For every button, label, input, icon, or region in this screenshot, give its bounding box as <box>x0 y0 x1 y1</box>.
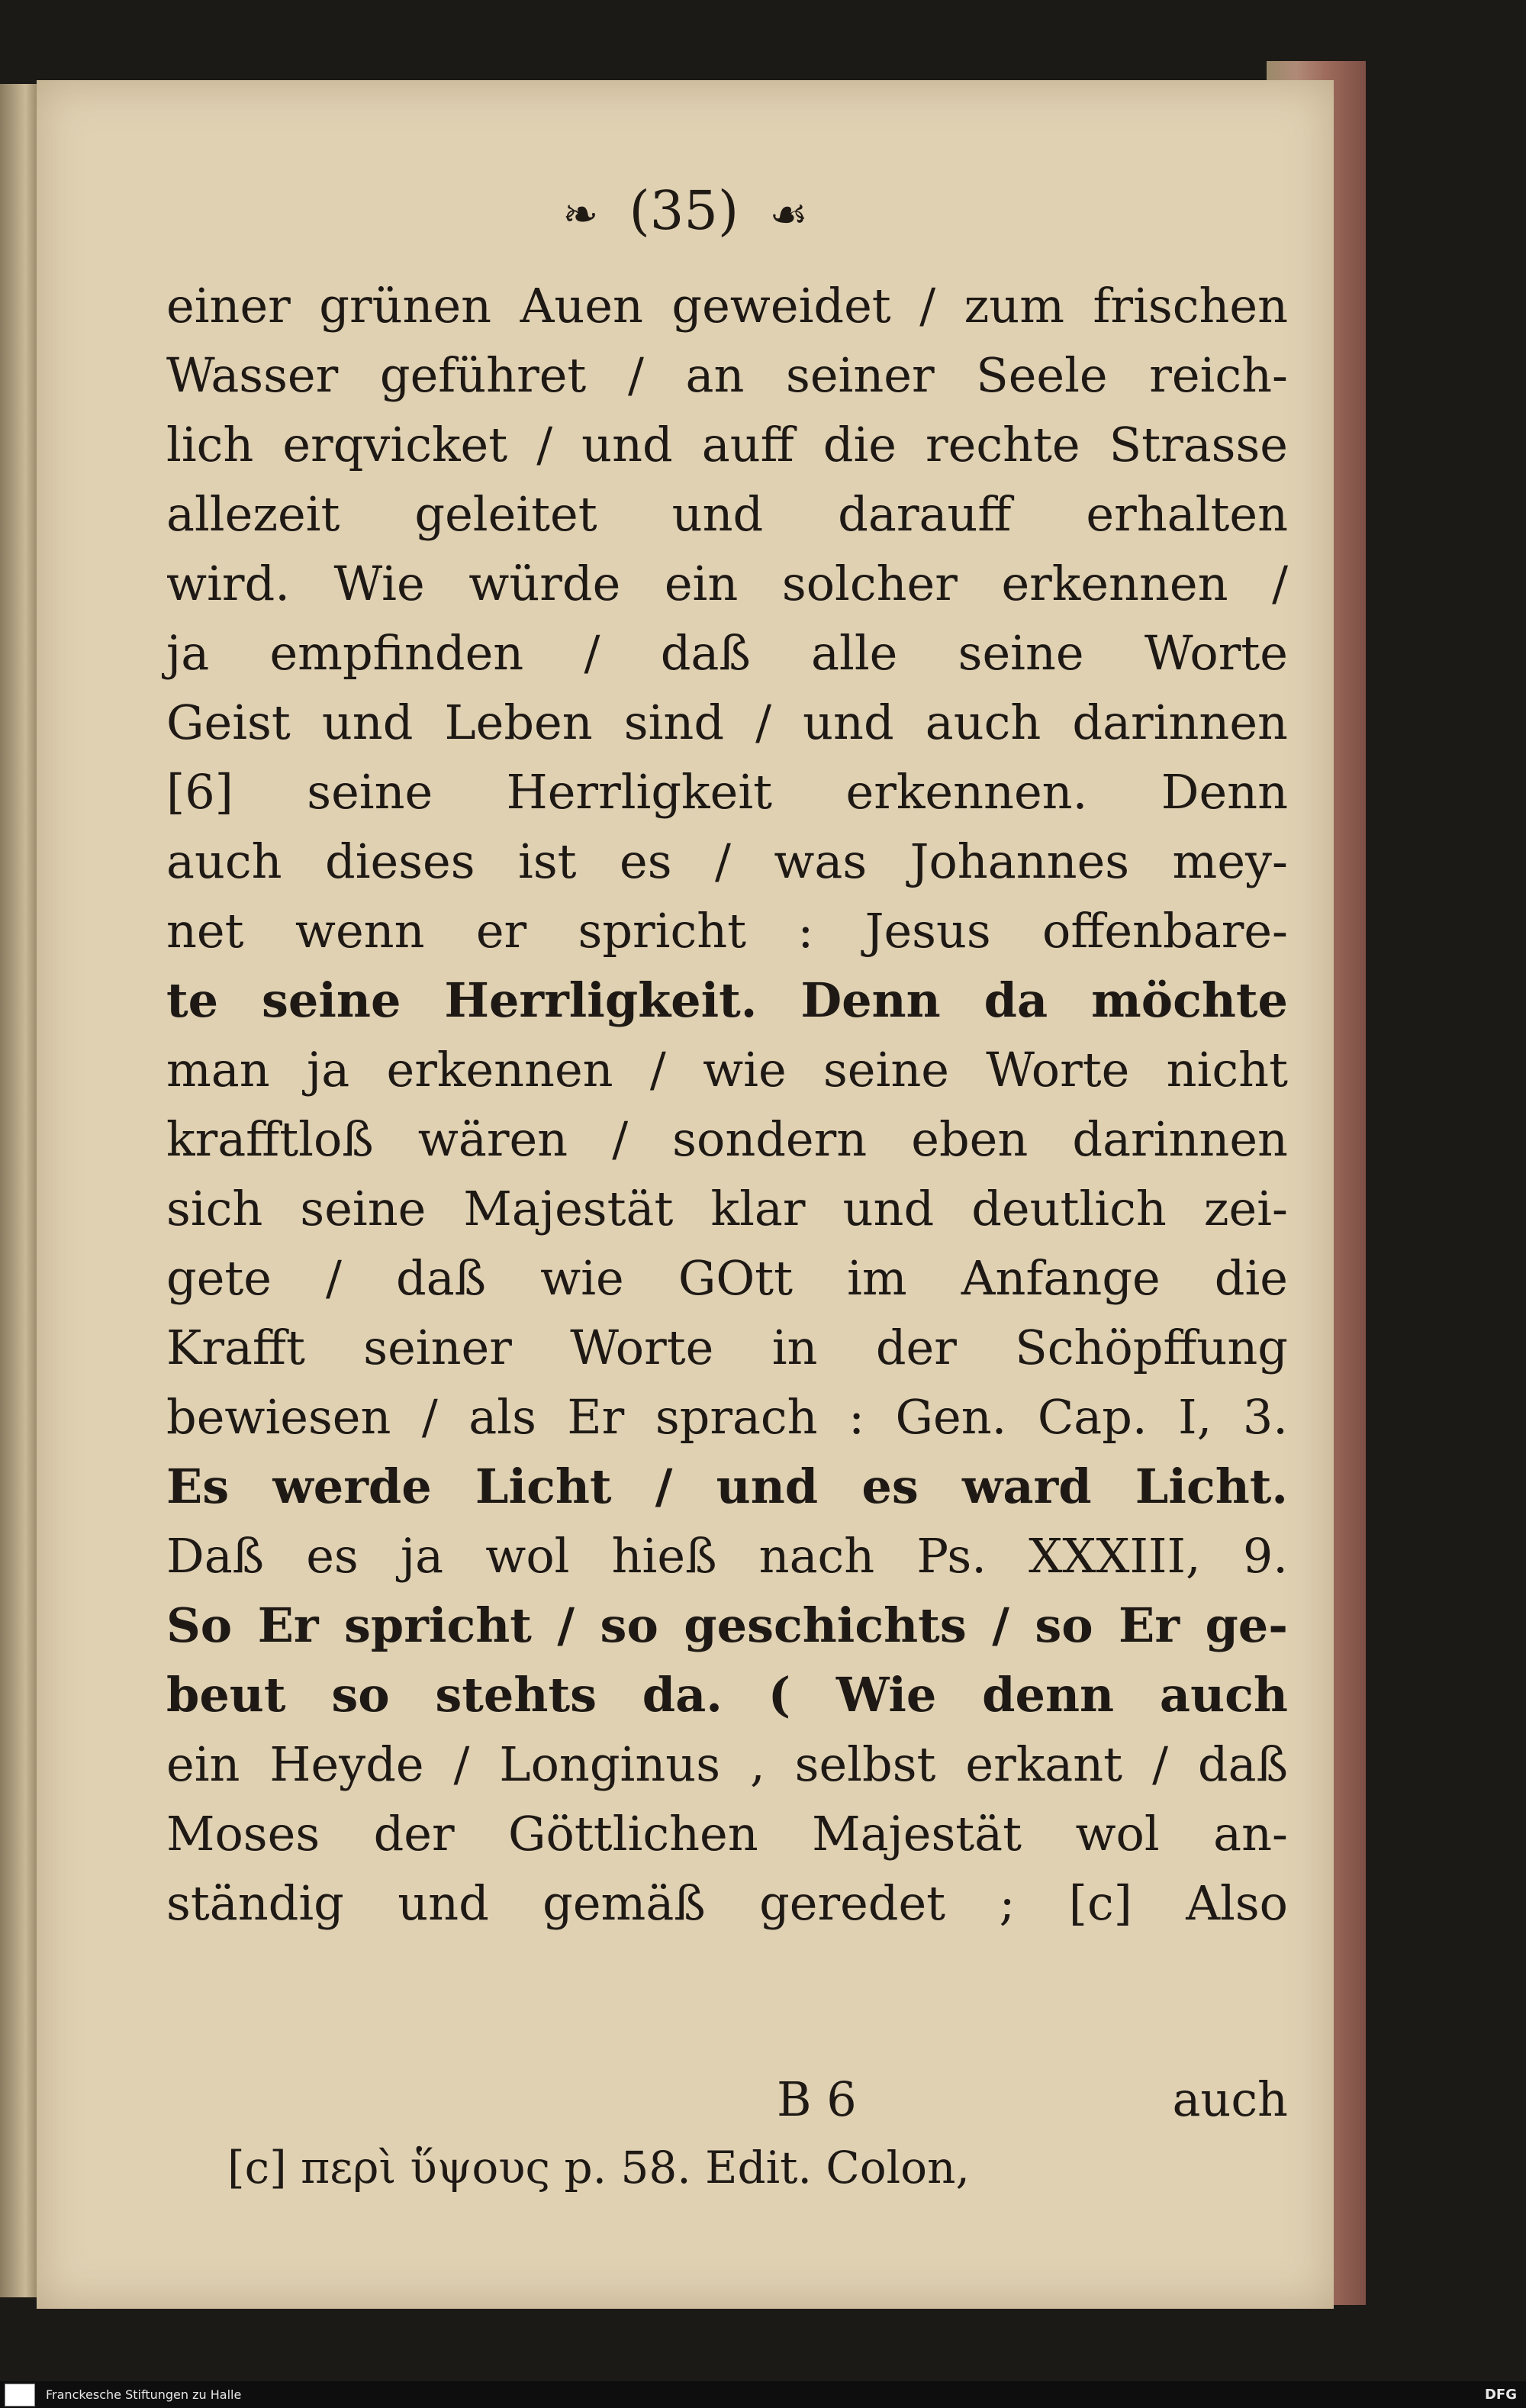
text-line: gete / daß wie GOtt im Anfange die <box>166 1250 1288 1306</box>
text-line: ein Heyde / Longinus , selbst erkant / daß <box>166 1736 1288 1792</box>
text-line: Daß es ja wol hieß nach Ps. XXXIII, 9. <box>166 1528 1288 1584</box>
text-line: Krafft seiner Worte in der Schöpffung <box>166 1320 1288 1375</box>
institution-logo-icon <box>5 2384 35 2406</box>
text-line: Moses der Göttlichen Majestät wol an- <box>166 1806 1288 1862</box>
text-line: sich seine Majestät klar und deutlich zei- <box>166 1181 1288 1236</box>
text-line: Wasser geführet / an seiner Seele reich- <box>166 347 1288 403</box>
ornament-left-icon: ❧ <box>562 190 599 240</box>
text-line: So Er spricht / so geschichts / so Er ge- <box>166 1597 1288 1653</box>
page-header <box>37 179 1334 242</box>
page-number: (35) <box>629 179 739 242</box>
signature-mark: B 6 <box>777 2071 857 2127</box>
text-line: Geist und Leben sind / und auch darinnen <box>166 695 1288 750</box>
text-line: allezeit geleitet und darauff erhalten <box>166 486 1288 542</box>
text-line: auch dieses ist es / was Johannes mey- <box>166 833 1288 889</box>
book-page <box>37 80 1334 2309</box>
text-line: Es werde Licht / und es ward Licht. <box>166 1459 1288 1514</box>
text-line: einer grünen Auen geweidet / zum frischen <box>166 278 1288 334</box>
text-line: man ja erkennen / wie seine Worte nicht <box>166 1042 1288 1098</box>
text-line: bewiesen / als Er sprach : Gen. Cap. I, 3. <box>166 1389 1288 1445</box>
text-line: lich erqvicket / und auff die rechte Strasse <box>166 417 1288 472</box>
text-line: te seine Herrligkeit. Denn da möchte <box>166 972 1288 1028</box>
catchword: auch <box>1172 2071 1288 2127</box>
institution-name: Franckesche Stiftungen zu Halle <box>46 2387 242 2402</box>
signature-row <box>166 2065 1288 2134</box>
text-line: ja empfinden / daß alle seine Worte <box>166 625 1288 681</box>
text-line: wird. Wie würde ein solcher erkennen / <box>166 556 1288 611</box>
text-line: [6] seine Herrligkeit erkennen. Denn <box>166 764 1288 820</box>
footer-bar <box>0 2381 1526 2408</box>
funder-logo: DFG <box>1484 2387 1517 2403</box>
text-line: beut so stehts da. ( Wie denn auch <box>166 1667 1288 1723</box>
text-line: krafftloß wären / sondern eben darinnen <box>166 1111 1288 1167</box>
body-text <box>166 271 1288 1938</box>
footnote: [c] περὶ ὕψους p. 58. Edit. Colon, <box>227 2142 970 2194</box>
text-line: net wenn er spricht : Jesus offenbare- <box>166 903 1288 959</box>
text-line: ständig und gemäß geredet ; [c] Also <box>166 1875 1288 1931</box>
left-page-edge <box>0 84 37 2297</box>
ornament-right-icon: ☙ <box>769 190 808 240</box>
